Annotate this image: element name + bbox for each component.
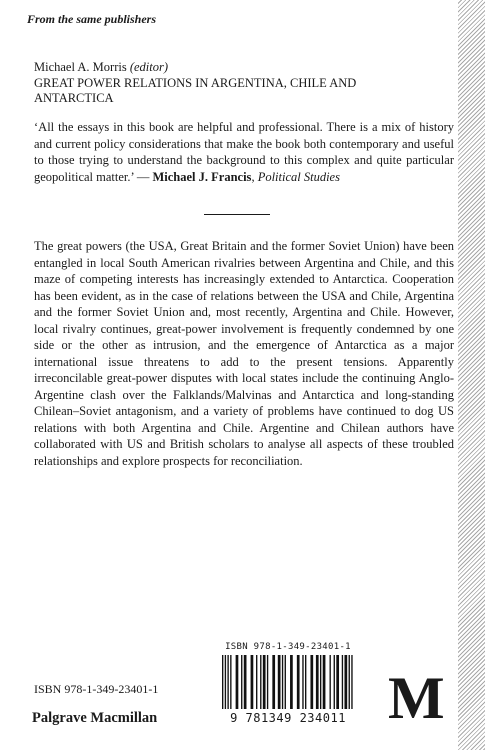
barcode-bar <box>310 655 313 709</box>
barcode-bar <box>227 655 228 709</box>
from-same-publishers-heading: From the same publishers <box>27 12 157 26</box>
barcode-bar <box>244 655 247 709</box>
featured-book-title-line2: ANTARCTICA <box>34 91 114 105</box>
barcode-bar <box>241 655 242 709</box>
barcode-digits: 9 781349 234011 <box>230 711 346 725</box>
barcode-bar <box>263 655 266 709</box>
barcode-bar <box>323 655 326 709</box>
book-description: The great powers (the USA, Great Britain and the former Soviet Union) have been entangled in local South American rivalries between Argentina and Chile, and this maze of competing interests has increasingly extended to Antarctica. Cooperation has been evident, as in the case of relations between the USA and Chile, Argentina and the former Soviet Union and, most recently, Argentina and Chile. However, local rivalry continues, great-power involvement is frequently condemned by one side or the other as intrusion, and the emergence of Antarctica as a major international issue threatens to add to the present tensions. Apparently irreconcilable great-power disputes with local states include the continuing Anglo-Argentine clash over the Falklands/Malvinas and Antarctica and long-standing Chilean–Soviet antagonism, and a variety of problems have continued to dog US relations with both Argentina and Chile. Argentine and Chilean authors have collaborated with US and British scholars to analyse all aspects of these troubled relationships and explore prospects for reconciliation. <box>34 239 454 468</box>
barcode-bar <box>236 655 239 709</box>
barcode-bar <box>349 655 350 709</box>
barcode-bar <box>225 655 226 709</box>
editor-name: Michael A. Morris <box>34 60 127 74</box>
barcode-bars <box>214 655 362 713</box>
barcode-bar <box>267 655 268 709</box>
publisher-name: Palgrave Macmillan <box>32 710 158 726</box>
review-quote: ‘All the essays in this book are helpful and professional. There is a mix of history and current policy considerations that make the book both contemporary and useful to those trying to understand the background to this complex and quite particular geopolitical matter.’ — Michael J. Francis, Political Studies <box>34 120 454 184</box>
featured-book-title-line1: GREAT POWER RELATIONS IN ARGENTINA, CHILE AND <box>34 76 357 90</box>
barcode-bar <box>334 655 335 709</box>
barcode-bar <box>282 655 283 709</box>
barcode-bar <box>260 655 261 709</box>
isbn-text: ISBN 978-1-349-23401-1 <box>34 682 159 696</box>
barcode-bar <box>251 655 254 709</box>
barcode-bar <box>330 655 331 709</box>
editor-role: (editor) <box>129 60 169 74</box>
review-text: ‘All the essays in this book are helpful and professional. There is a mix of history and current policy considerations that make the book both contemporary and useful to those trying to understand the background to this complex and quite particular geopolitical matter.’ — <box>34 120 454 184</box>
barcode-bar <box>342 655 343 709</box>
hatched-spine-stripe <box>458 0 485 750</box>
barcode-bar <box>351 655 352 709</box>
barcode-bar <box>302 655 303 709</box>
barcode-bar <box>320 655 321 709</box>
barcode-bar <box>305 655 306 709</box>
barcode-bar <box>256 655 257 709</box>
barcode-bar <box>316 655 319 709</box>
barcode-bar <box>272 655 275 709</box>
barcode-bar <box>222 655 223 709</box>
barcode-bar <box>230 655 231 709</box>
featured-book-editor <box>34 60 168 75</box>
barcode-bar <box>297 655 300 709</box>
macmillan-logo: M <box>388 665 445 731</box>
review-source: Political Studies <box>257 169 340 184</box>
section-divider <box>204 214 270 215</box>
barcode-isbn-label: ISBN 978-1-349-23401-1 <box>225 642 351 652</box>
barcode-bar <box>285 655 286 709</box>
review-author: Michael J. Francis <box>152 169 252 184</box>
barcode-bar <box>290 655 293 709</box>
featured-book-title <box>34 76 414 106</box>
barcode-bar <box>278 655 281 709</box>
barcode-bar <box>336 655 339 709</box>
barcode <box>214 642 362 738</box>
barcode-bar <box>344 655 347 709</box>
